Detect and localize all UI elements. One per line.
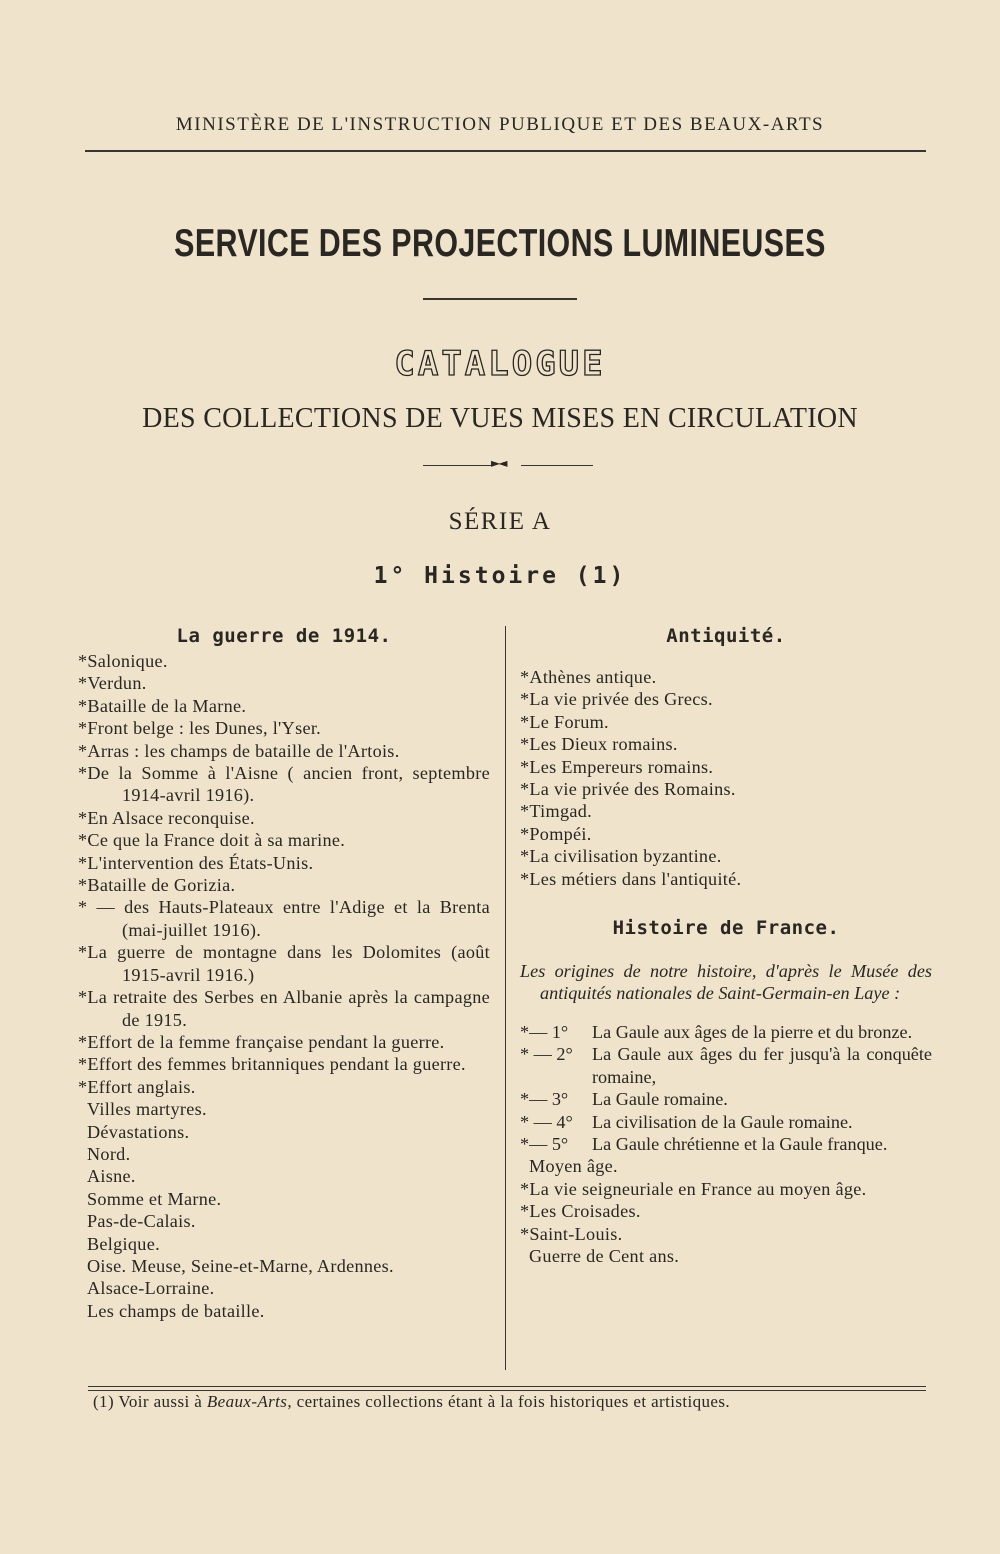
list-item: *La guerre de montagne dans les Dolomites (août 1915-avril 1916.) bbox=[78, 942, 490, 985]
header-rule bbox=[85, 150, 926, 152]
list-item: *Arras : les champs de bataille de l'Artois. bbox=[78, 740, 400, 761]
footnote-italic: Beaux-Arts bbox=[206, 1392, 288, 1411]
list-item: *Ce que la France doit à sa marine. bbox=[78, 830, 346, 851]
list-item: Aisne. bbox=[87, 1166, 136, 1187]
guerre-heading: La guerre de 1914. bbox=[176, 625, 392, 647]
list-item: *La vie privée des Grecs. bbox=[520, 689, 713, 710]
item-text: La Gaule aux âges du fer jusqu'à la conquête romaine, bbox=[592, 1044, 932, 1087]
spacer bbox=[520, 942, 932, 958]
list-item bbox=[520, 1043, 932, 1088]
list-item: Dévastations. bbox=[87, 1121, 190, 1142]
list-item: *L'intervention des États-Unis. bbox=[78, 852, 314, 873]
item-number: * — 2° bbox=[520, 1044, 573, 1065]
subtitle: DES COLLECTIONS DE VUES MISES EN CIRCULATION bbox=[142, 403, 858, 434]
list-item: *Effort des femmes britanniques pendant la guerre. bbox=[78, 1054, 466, 1075]
list-item: *Effort anglais. bbox=[78, 1076, 196, 1097]
ornament-line-left bbox=[423, 465, 493, 466]
ornament-glyph: ►◄ bbox=[491, 456, 506, 470]
right-column bbox=[520, 622, 932, 1267]
list-item: *Les Empereurs romains. bbox=[520, 756, 714, 777]
list-item: Belgique. bbox=[87, 1233, 160, 1254]
spacer bbox=[520, 650, 932, 666]
list-item: *Salonique. bbox=[78, 651, 168, 671]
left-column bbox=[78, 622, 490, 1322]
list-item: *Timgad. bbox=[520, 801, 592, 822]
ministry-header: MINISTÈRE DE L'INSTRUCTION PUBLIQUE ET DES BEAUX-ARTS bbox=[175, 114, 825, 135]
list-item: *Effort de la femme française pendant la guerre. bbox=[78, 1031, 445, 1052]
list-item: * — des Hauts-Plateaux entre l'Adige et la Brenta (mai-juillet 1916). bbox=[78, 897, 490, 940]
list-item: *De la Somme à l'Aisne ( ancien front, septembre 1914-avril 1916). bbox=[78, 763, 490, 806]
page-title: SERVICE DES PROJECTIONS LUMINEUSES bbox=[174, 222, 826, 265]
list-item: *La vie seigneuriale en France au moyen âge. bbox=[520, 1178, 867, 1199]
list-item: Oise. Meuse, Seine-et-Marne, Ardennes. bbox=[87, 1255, 394, 1276]
list-item: *Les Dieux romains. bbox=[520, 734, 678, 755]
ornament-line-right bbox=[521, 465, 593, 466]
item-number: *— 5° bbox=[520, 1133, 569, 1154]
antiquite-heading: Antiquité. bbox=[666, 625, 786, 647]
list-item: *Les Croisades. bbox=[520, 1201, 641, 1222]
list-item: *La retraite des Serbes en Albanie après la campagne de 1915. bbox=[78, 987, 490, 1030]
footnote-prefix: (1) Voir aussi à bbox=[93, 1392, 207, 1411]
list-item: *Bataille de la Marne. bbox=[78, 695, 247, 716]
list-item: *Bataille de Gorizia. bbox=[78, 875, 236, 896]
item-text: La Gaule aux âges de la pierre et du bronze. bbox=[592, 1021, 913, 1042]
origins-paragraph: Les origines de notre histoire, d'après le Musée des antiquités nationales de Saint-Germain-en Laye : bbox=[520, 961, 932, 1004]
item-text: La civilisation de la Gaule romaine. bbox=[592, 1111, 853, 1132]
spacer bbox=[520, 1005, 932, 1021]
list-item: *Les métiers dans l'antiquité. bbox=[520, 868, 742, 889]
list-item: Moyen âge. bbox=[529, 1156, 618, 1177]
histoire-france-heading: Histoire de France. bbox=[612, 917, 840, 940]
list-item bbox=[520, 1133, 932, 1155]
list-item: *Le Forum. bbox=[520, 711, 609, 732]
serie-heading: SÉRIE A bbox=[448, 508, 552, 535]
column-divider bbox=[505, 626, 506, 1370]
section-heading: 1° Histoire (1) bbox=[373, 563, 627, 589]
list-item: Alsace-Lorraine. bbox=[87, 1278, 215, 1299]
footnote-rule bbox=[88, 1386, 926, 1387]
list-item bbox=[520, 1111, 932, 1133]
list-item: Pas-de-Calais. bbox=[87, 1211, 196, 1232]
list-item: *La civilisation byzantine. bbox=[520, 846, 722, 867]
list-item: Nord. bbox=[87, 1143, 131, 1164]
item-text: La Gaule chrétienne et la Gaule franque. bbox=[592, 1133, 888, 1154]
item-number: * — 4° bbox=[520, 1111, 573, 1132]
footnote-suffix: , certaines collections étant à la fois historiques et artistiques. bbox=[287, 1392, 731, 1411]
footnote-rule-thin bbox=[88, 1390, 926, 1391]
list-item: *Verdun. bbox=[78, 673, 147, 694]
list-item: *Front belge : les Dunes, l'Yser. bbox=[78, 718, 322, 739]
footnote bbox=[93, 1392, 933, 1412]
item-text: La Gaule romaine. bbox=[592, 1089, 728, 1110]
list-item: *Saint-Louis. bbox=[520, 1223, 623, 1244]
list-item: *Athènes antique. bbox=[520, 667, 657, 687]
item-number: *— 1° bbox=[520, 1021, 569, 1042]
ornament-divider bbox=[423, 458, 593, 474]
list-item: *Pompéi. bbox=[520, 823, 592, 844]
list-item: Les champs de bataille. bbox=[87, 1300, 265, 1321]
spacer bbox=[520, 890, 932, 914]
list-item: Guerre de Cent ans. bbox=[529, 1245, 680, 1266]
list-item: Somme et Marne. bbox=[87, 1188, 222, 1209]
list-item: *La vie privée des Romains. bbox=[520, 779, 736, 800]
list-item bbox=[520, 1021, 932, 1043]
list-item bbox=[520, 1088, 932, 1110]
list-item: *En Alsace reconquise. bbox=[78, 807, 255, 828]
list-item: Villes martyres. bbox=[87, 1099, 207, 1120]
title-rule bbox=[423, 298, 577, 300]
catalogue-heading: CATALOGUE bbox=[394, 344, 606, 384]
item-number: *— 3° bbox=[520, 1089, 569, 1110]
